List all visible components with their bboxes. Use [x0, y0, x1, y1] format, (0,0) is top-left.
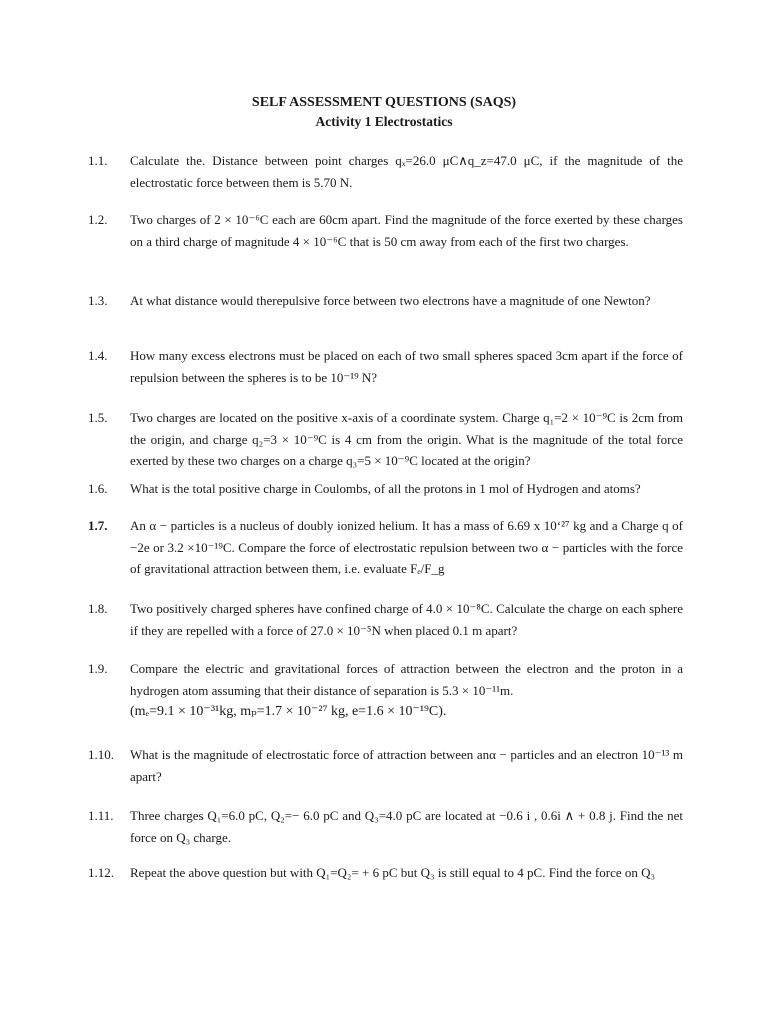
question-text: Compare the electric and gravitational forces of attraction between the electron and the proton in a hydrogen atom assuming that their distance of separation is 5.3 × 10⁻¹¹m. [130, 661, 683, 698]
question-1-9 [88, 658, 683, 723]
question-text: Two positively charged spheres have confined charge of 4.0 × 10⁻⁸C. Calculate the charge on each sphere if they are repelled with a force of 27.0 × 10⁻⁵N when placed 0.1 m apart? [130, 601, 683, 638]
question-1-12 [88, 862, 683, 884]
question-number: 1.12. [88, 865, 114, 880]
question-text: An α − particles is a nucleus of doubly ionized helium. It has a mass of 6.69 x 10‘²⁷ kg and a Charge q of −2e or 3.2 ×10⁻¹⁹C. Compare the force of electrostatic repulsion between two α − particles with the force of gravitational attraction between them, i.e. evaluate Fₑ/F_g [130, 518, 683, 576]
question-text: Three charges Q₁=6.0 pC, Q₂=− 6.0 pC and Q₃=4.0 pC are located at −0.6 i , 0.6i ∧ + 0.8 j. Find the net force on Q₃ charge. [130, 808, 683, 845]
question-number: 1.2. [88, 212, 108, 227]
question-1-8 [88, 598, 683, 641]
question-1-1 [88, 150, 683, 193]
question-1-3 [88, 290, 683, 312]
question-number: 1.5. [88, 410, 108, 425]
question-text: Calculate the. Distance between point charges qₓ=26.0 μC∧q_z=47.0 μC, if the magnitude of the electrostatic force between them is 5.70 N. [130, 153, 683, 190]
question-1-11 [88, 805, 683, 848]
question-number: 1.9. [88, 661, 108, 676]
question-1-10 [88, 744, 683, 787]
question-number: 1.6. [88, 481, 108, 496]
question-constants: (mₑ=9.1 × 10⁻³¹kg, mₚ=1.7 × 10⁻²⁷ kg, e=1.6 × 10⁻¹⁹C). [130, 704, 447, 719]
question-text: How many excess electrons must be placed on each of two small spheres spaced 3cm apart if the force of repulsion between the spheres is to be 10⁻¹⁹ N? [130, 348, 683, 385]
question-number: 1.4. [88, 348, 108, 363]
question-number: 1.7. [88, 518, 108, 533]
question-number: 1.8. [88, 601, 108, 616]
question-text: Two charges are located on the positive x-axis of a coordinate system. Charge q₁=2 × 10⁻⁹C is 2cm from the origin, and charge q₂=3 × 10⁻⁹C is 4 cm from the origin. What is the magnitude of the total force exerted by these two charges on a charge q₃=5 × 10⁻⁹C located at the origin? [130, 410, 683, 468]
question-text: What is the total positive charge in Coulombs, of all the protons in 1 mol of Hydrogen and atoms? [130, 481, 641, 496]
question-1-4 [88, 345, 683, 388]
question-1-7 [88, 515, 683, 580]
question-number: 1.1. [88, 153, 108, 168]
question-1-5 [88, 407, 683, 472]
document-subtitle: Activity 1 Electrostatics [315, 114, 453, 129]
question-text: Two charges of 2 × 10⁻⁶C each are 60cm apart. Find the magnitude of the force exerted by these charges on a third charge of magnitude 4 × 10⁻⁶C that is 50 cm away from each of the first two charges. [130, 212, 683, 249]
question-number: 1.10. [88, 747, 114, 762]
question-text: What is the magnitude of electrostatic force of attraction between anα − particles and an electron 10⁻¹³ m apart? [130, 747, 683, 784]
question-1-2 [88, 209, 683, 252]
question-text: Repeat the above question but with Q₁=Q₂= + 6 pC but Q₃ is still equal to 4 pC. Find the force on Q₃ [130, 865, 656, 880]
document-title: SELF ASSESSMENT QUESTIONS (SAQS) [251, 95, 517, 110]
question-1-6 [88, 478, 683, 500]
question-number: 1.3. [88, 293, 108, 308]
question-text: At what distance would therepulsive force between two electrons have a magnitude of one Newton? [130, 293, 651, 308]
question-number: 1.11. [88, 808, 114, 823]
